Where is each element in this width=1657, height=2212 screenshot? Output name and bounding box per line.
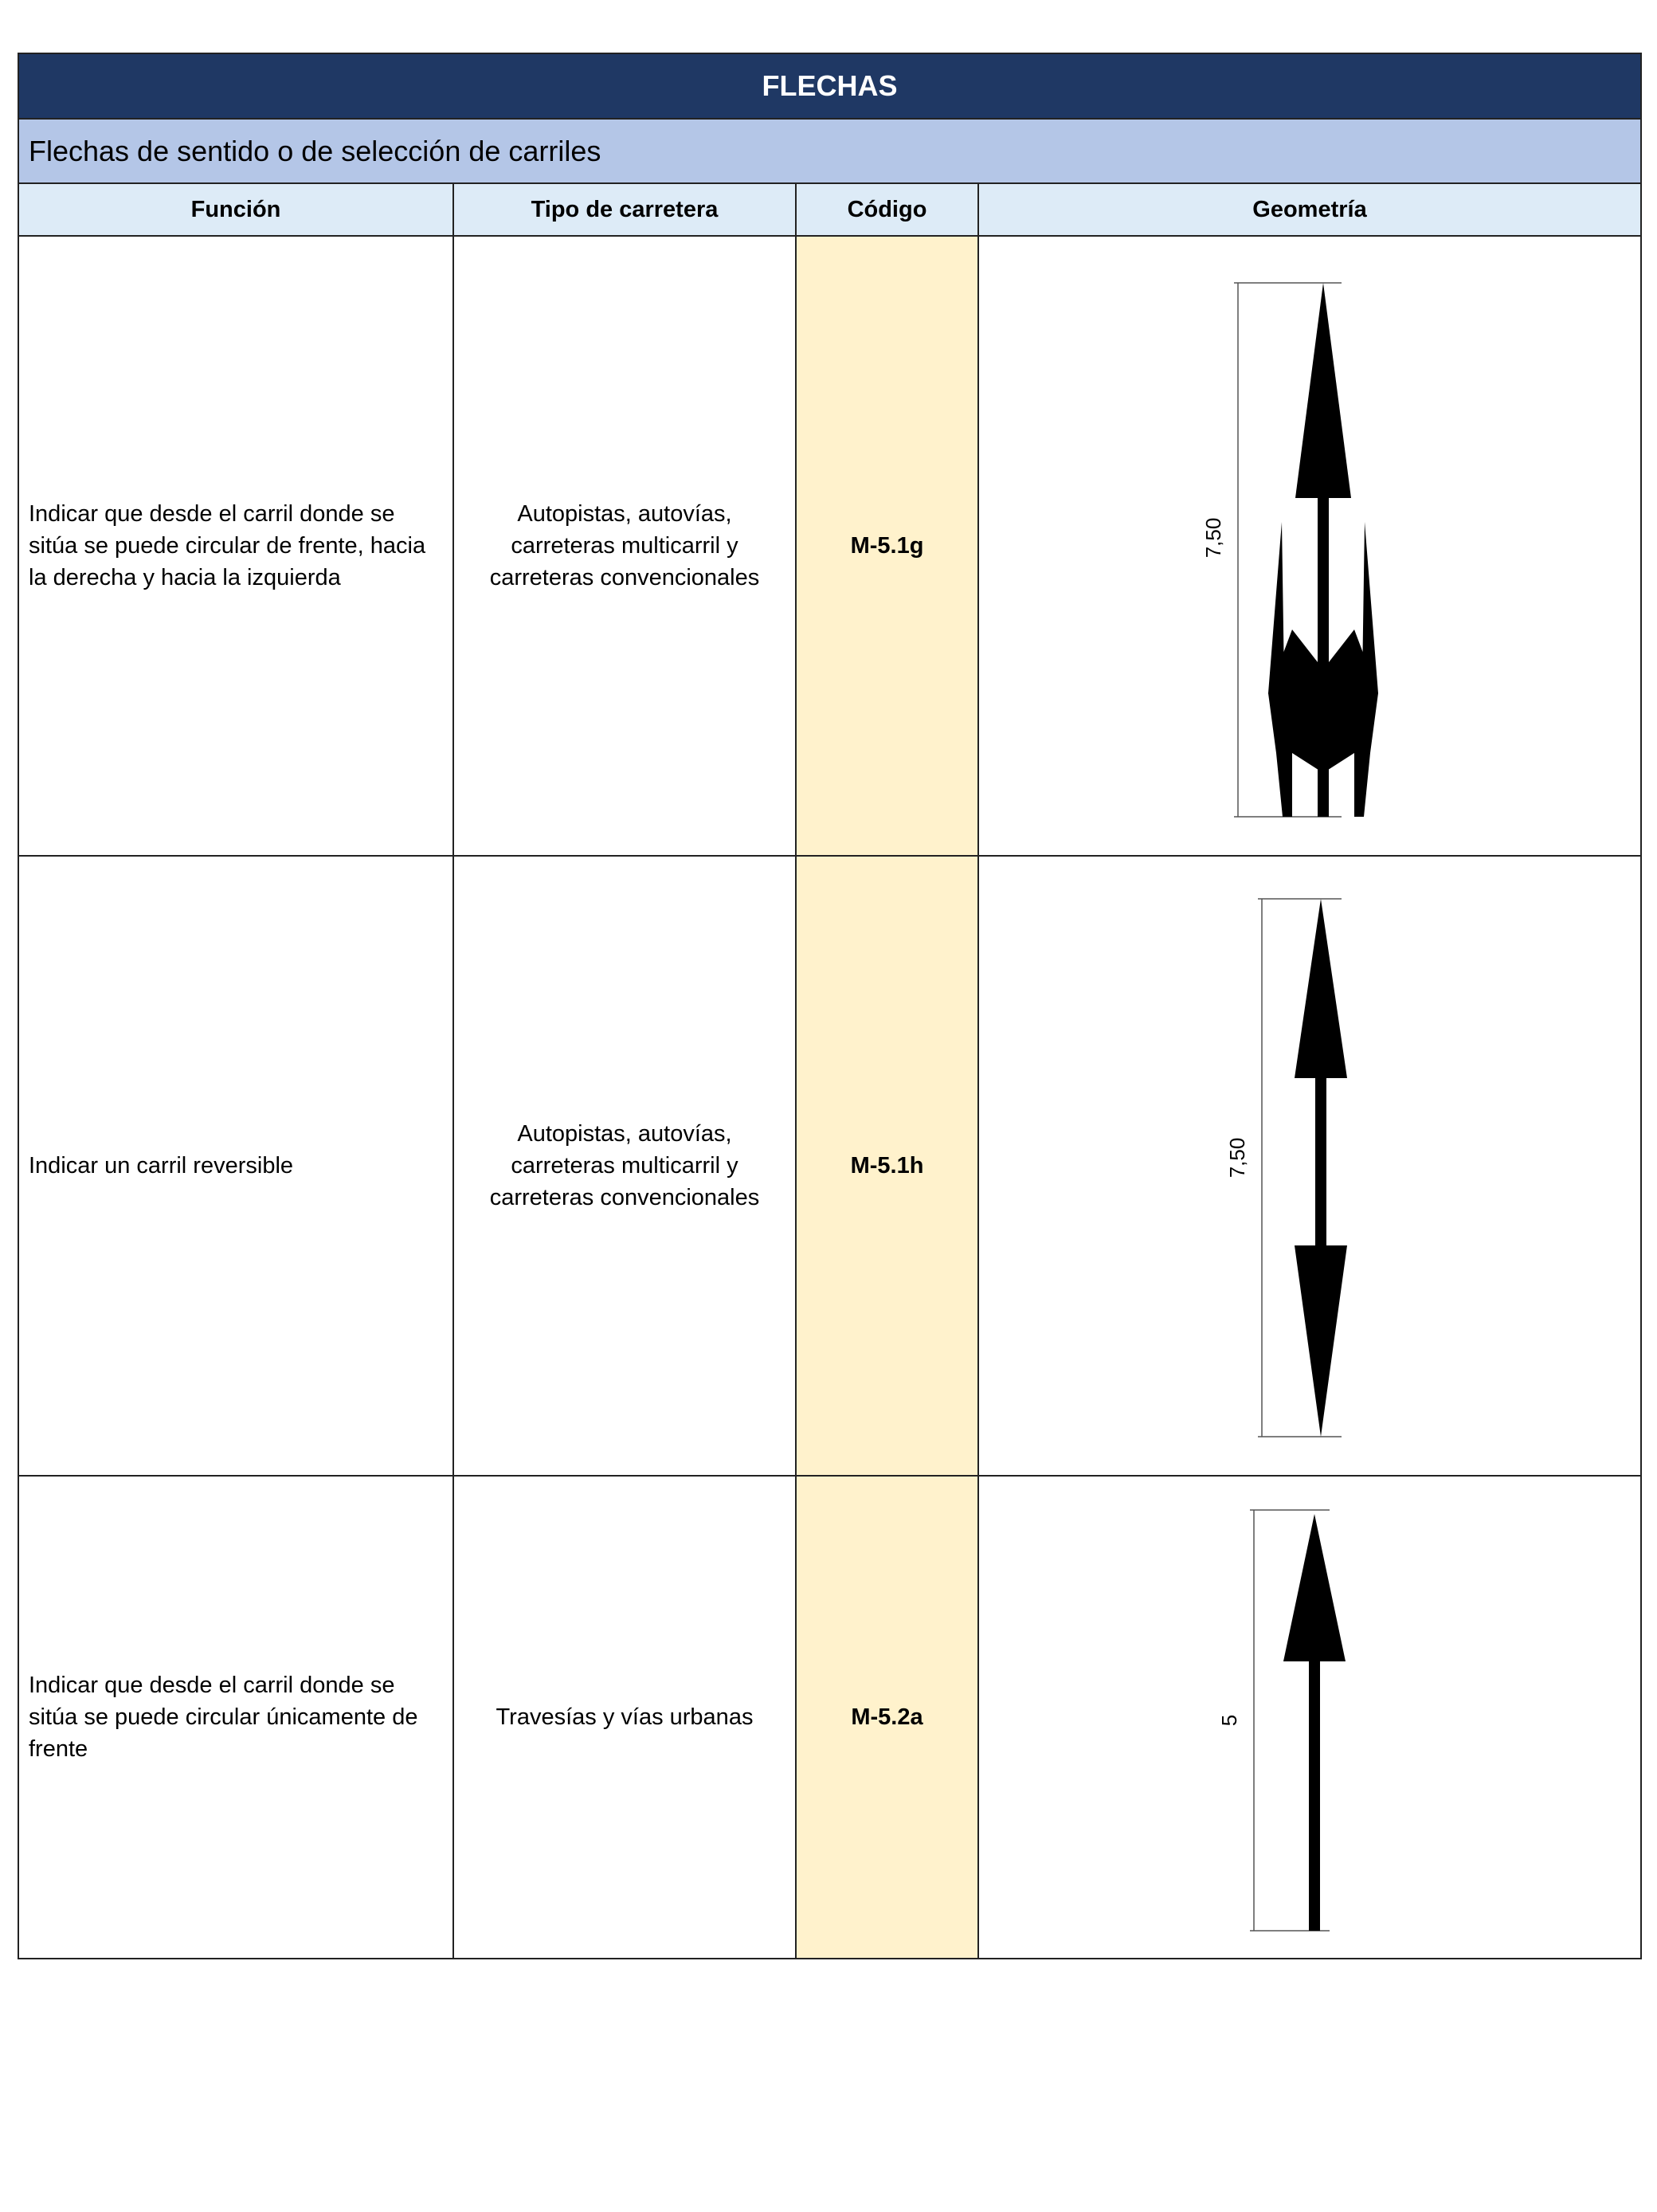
tipo-carretera-cell: Travesías y vías urbanas: [454, 1477, 797, 1958]
header-codigo: Código: [797, 184, 979, 235]
funcion-cell: Indicar que desde el carril donde se sitúa se puede circular únicamente de frente: [19, 1477, 454, 1958]
three-way-arrow-icon: [1190, 267, 1429, 825]
table-subtitle: Flechas de sentido o de selección de carriles: [19, 120, 1640, 184]
dimension-label: 7,50: [1225, 1137, 1249, 1179]
tipo-carretera-cell: Autopistas, autovías, carreteras multicarril y carreteras convencionales: [454, 237, 797, 855]
arrows-table: [18, 53, 1642, 1959]
codigo-cell: M-5.1h: [797, 857, 979, 1475]
geometria-cell: [979, 857, 1640, 1475]
codigo-cell: M-5.1g: [797, 237, 979, 855]
header-funcion: Función: [19, 184, 454, 235]
dimension-label: 5: [1217, 1714, 1241, 1727]
dimension-label: 7,50: [1201, 517, 1225, 559]
header-row: [19, 184, 1640, 237]
table-row: [19, 1477, 1640, 1958]
funcion-cell: Indicar un carril reversible: [19, 857, 454, 1475]
straight-arrow-icon: [1190, 1494, 1429, 1940]
funcion-cell: Indicar que desde el carril donde se sitúa se puede circular de frente, hacia la derecha y hacia la izquierda: [19, 237, 454, 855]
header-geometria: Geometría: [1252, 196, 1367, 222]
table-title: FLECHAS: [19, 54, 1640, 120]
double-headed-arrow-icon: [1190, 887, 1429, 1445]
geometria-cell: [979, 1477, 1640, 1958]
table-row: [19, 237, 1640, 857]
codigo-cell: M-5.2a: [797, 1477, 979, 1958]
header-tipo-carretera: Tipo de carretera: [454, 184, 797, 235]
geometria-cell: [979, 237, 1640, 855]
tipo-carretera-cell: Autopistas, autovías, carreteras multicarril y carreteras convencionales: [454, 857, 797, 1475]
table-row: [19, 857, 1640, 1477]
